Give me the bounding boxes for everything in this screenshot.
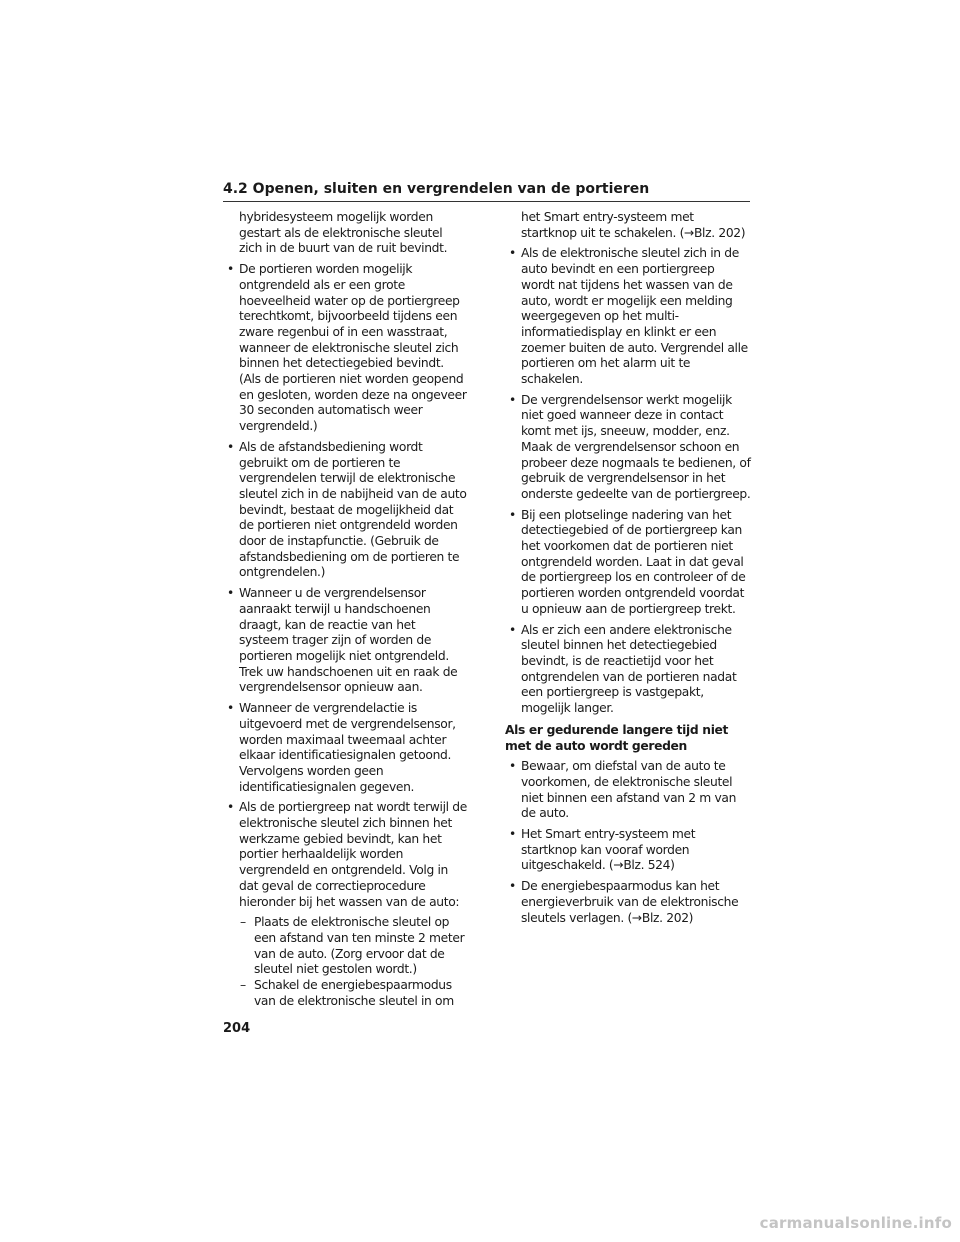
list-item-text: Als de portiergreep nat wordt terwijl de elektronische sleutel zich binnen het werkzame gebied bevindt, kan het portier herhaaldelijk worden vergrendeld en ontgrendeld. Volg in dat geval de correctieprocedure hieronder bij het wassen van de auto: xyxy=(239,800,467,909)
list-item-text: Bewaar, om diefstal van de auto te voorkomen, de elektronische sleutel niet binnen een afstand van 2 m van de auto. xyxy=(521,759,737,821)
section-title: 4.2 Openen, sluiten en vergrendelen van de portieren xyxy=(223,181,650,197)
left-column xyxy=(223,210,468,1014)
list-item xyxy=(505,508,751,618)
dash-glyph: – xyxy=(240,915,246,930)
dash-glyph: – xyxy=(240,978,246,993)
list-item xyxy=(505,827,751,874)
list-item xyxy=(505,759,751,822)
list-item xyxy=(505,623,751,717)
list-item-text: Als de elektronische sleutel zich in de auto bevindt en een portiergreep wordt nat tijdens het wassen van de auto, wordt er mogelijk een melding weergegeven op het multi-informatiedisplay en klinkt er een zoemer buiten de auto. Vergrendel alle portieren om het alarm uit te schakelen. xyxy=(521,246,748,387)
list-item-text: Het Smart entry-systeem met startknop kan vooraf worden uitgeschakeld. (→Blz. 524) xyxy=(521,827,696,873)
sub-list-item-text: Schakel de energiebespaarmodus van de elektronische sleutel in om xyxy=(254,978,454,1008)
list-item-text: Als de afstandsbediening wordt gebruikt om de portieren te vergrendelen terwijl de elektronische sleutel zich in de nabijheid van de auto bevindt, bestaat de mogelijkheid dat de portieren niet ontgrendeld worden door de instapfunctie. (Gebruik de afstandsbediening om de portieren te ontgrendelen.) xyxy=(239,439,467,580)
list-item xyxy=(505,246,751,387)
list-item-text: Wanneer de vergrendelactie is uitgevoerd met de vergrendelsensor, worden maximaal tweemaal achter elkaar identificatiesignalen getoond. Vervolgens worden geen identificatiesignalen gegeven. xyxy=(239,701,456,794)
list-item xyxy=(223,262,468,435)
bullet-glyph: • xyxy=(227,701,234,716)
bullet-glyph: • xyxy=(509,246,516,261)
right-column xyxy=(505,210,751,931)
page-number: 204 xyxy=(223,1021,251,1036)
bullet-glyph: • xyxy=(509,879,516,894)
bullet-glyph: • xyxy=(227,262,234,277)
sub-list xyxy=(223,915,468,1009)
section-header xyxy=(223,178,750,202)
sub-list-item xyxy=(223,978,468,1009)
list-item xyxy=(505,879,751,926)
bullet-glyph: • xyxy=(227,586,234,601)
bullet-glyph: • xyxy=(227,439,234,454)
list-item-text: De energiebespaarmodus kan het energieverbruik van de elektronische sleutels verlagen. (→Blz. 202) xyxy=(521,879,739,925)
bullet-glyph: • xyxy=(509,622,516,637)
bullet-glyph: • xyxy=(509,392,516,407)
sub-list-item-text: Plaats de elektronische sleutel op een afstand van ten minste 2 meter van de auto. (Zorg ervoor dat de sleutel niet gestolen wordt.) xyxy=(254,915,465,977)
list-item xyxy=(505,393,751,503)
continuation-text: hybridesysteem mogelijk worden gestart als de elektronische sleutel zich in de buurt van de ruit bevindt. xyxy=(239,210,448,256)
sub-list-item xyxy=(223,915,468,978)
list-item-text: Wanneer u de vergrendelsensor aanraakt terwijl u handschoenen draagt, kan de reactie van het systeem trager zijn of worden de portieren mogelijk niet ontgrendeld. Trek uw handschoenen uit en raak de vergrendelsensor opnieuw aan. xyxy=(239,586,458,695)
list-item-text: De vergrendelsensor werkt mogelijk niet goed wanneer deze in contact komt met ijs, sneeuw, modder, enz. Maak de vergrendelsensor schoon en probeer deze nogmaals te bedienen, of gebruik de vergrendelsensor in het onderste gedeelte van de portiergreep. xyxy=(521,392,751,501)
bullet-glyph: • xyxy=(509,507,516,522)
list-item xyxy=(223,586,468,696)
list-item-text: De portieren worden mogelijk ontgrendeld als er een grote hoeveelheid water op de portiergreep terechtkomt, bijvoorbeeld tijdens een zware regenbui of in een wasstraat, wanneer de elektronische sleutel zich binnen het detectiegebied bevindt. (Als de portieren niet worden geopend en gesloten, worden deze na ongeveer 30 seconden automatisch weer vergrendeld.) xyxy=(239,262,467,434)
watermark: carmanualsonline.info xyxy=(759,1214,952,1232)
subheading: Als er gedurende langere tijd niet met de auto wordt gereden xyxy=(505,722,729,753)
list-item-text: Bij een plotselinge nadering van het detectiegebied of de portiergreep kan het voorkomen dat de portieren niet ontgrendeld worden. Laat in dat geval de portiergreep los en controleer of de portieren worden ontgrendeld voordat u opnieuw aan de portiergreep trekt. xyxy=(521,507,746,616)
bullet-glyph: • xyxy=(227,800,234,815)
list-item xyxy=(223,440,468,581)
list-item xyxy=(223,701,468,795)
bullet-glyph: • xyxy=(509,827,516,842)
list-item xyxy=(223,800,468,910)
list-item-text: Als er zich een andere elektronische sleutel binnen het detectiegebied bevindt, is de reactietijd voor het ontgrendelen van de portieren nadat een portiergreep is vastgepakt, mogelijk langer. xyxy=(521,622,737,716)
continuation-text: het Smart entry-systeem met startknop uit te schakelen. (→Blz. 202) xyxy=(521,210,746,240)
bullet-glyph: • xyxy=(509,759,516,774)
